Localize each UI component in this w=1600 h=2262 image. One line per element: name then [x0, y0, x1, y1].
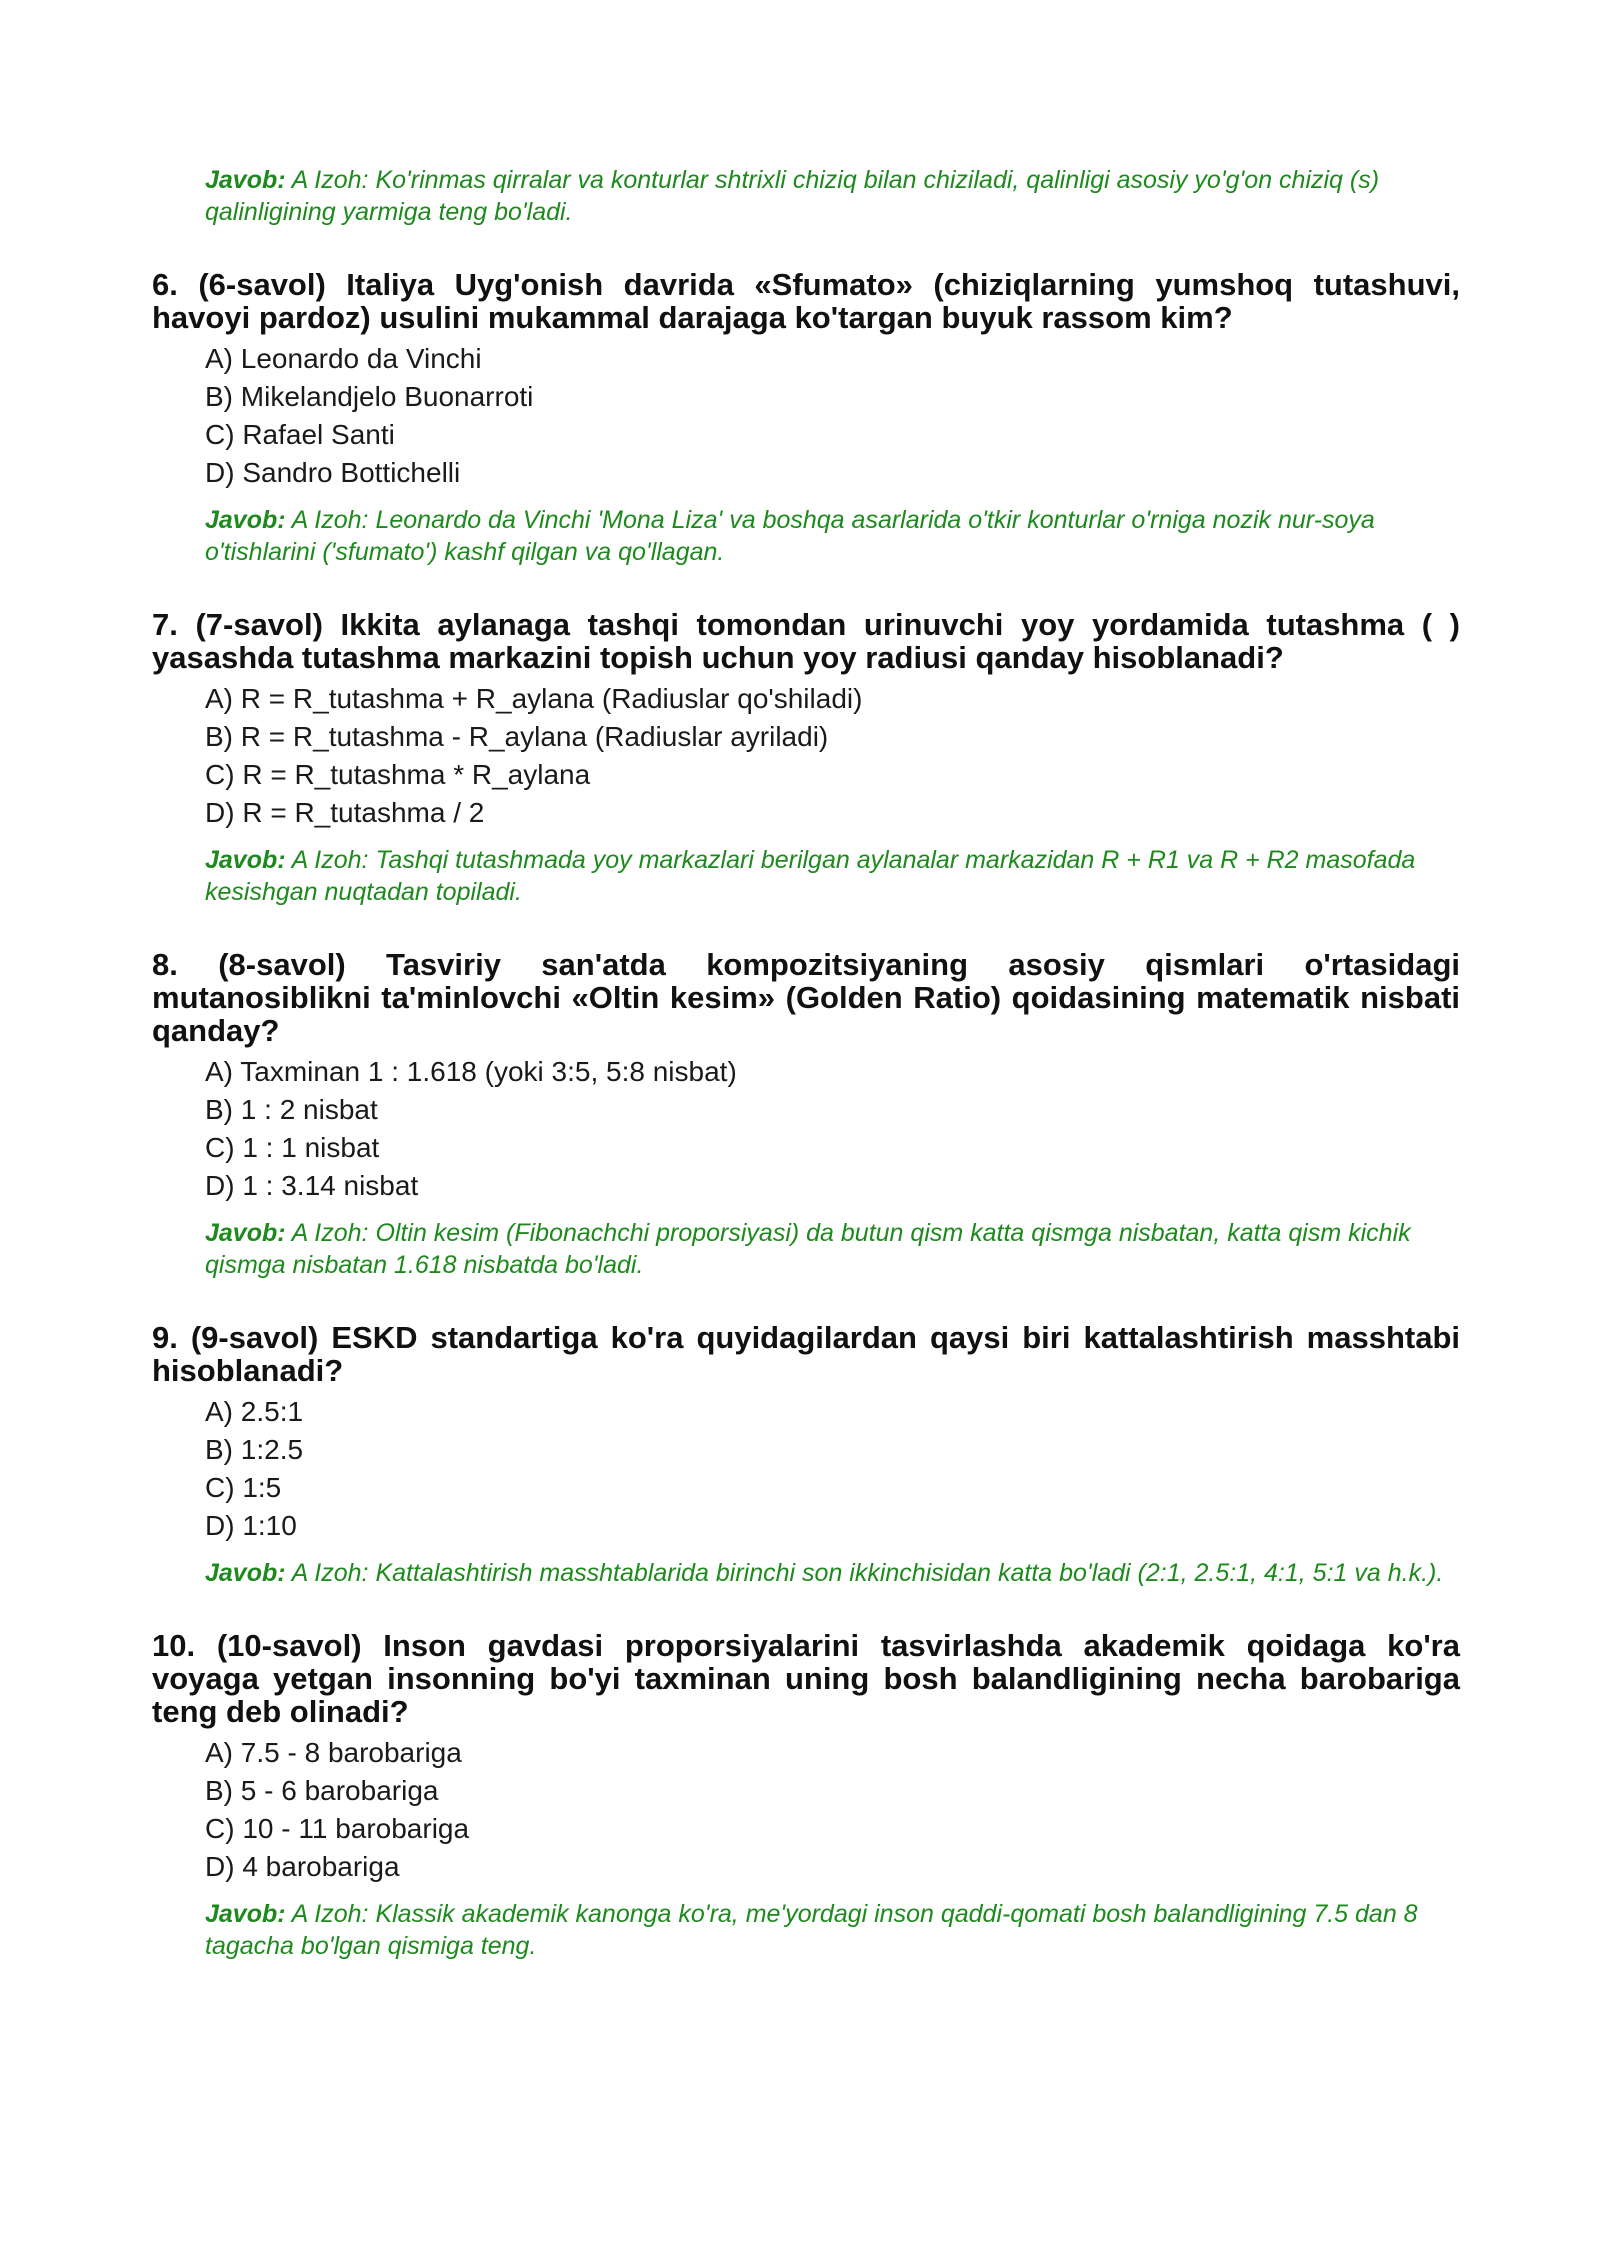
- answer-text: A Izoh: Klassik akademik kanonga ko'ra, me'yordagi inson qaddi-qomati bosh balandligining 7.5 dan 8 tagacha bo'lgan qismiga teng.: [205, 1900, 1418, 1960]
- option-b: B) R = R_tutashma - R_aylana (Radiuslar ayriladi): [205, 721, 829, 752]
- option-c: C) 1:5: [205, 1472, 282, 1503]
- answer-text: A Izoh: Kattalashtirish masshtablarida birinchi son ikkinchisidan katta bo'ladi (2:1, 2.5:1, 4:1, 5:1 va h.k.).: [285, 1559, 1444, 1587]
- question-9: [152, 1321, 1460, 1589]
- question-text: 6. (6-savol) Italiya Uyg'onish davrida «Sfumato» (chiziqlarning yumshoq tutashuvi, havoyi pardoz) usulini mukammal darajaga ko'targan buyuk rassom kim?: [152, 267, 1460, 335]
- option-a: A) Leonardo da Vinchi: [205, 343, 482, 374]
- answer-label: Javob:: [205, 166, 286, 194]
- option-a: A) 2.5:1: [205, 1396, 304, 1427]
- question-text: 9. (9-savol) ESKD standartiga ko'ra quyidagilardan qaysi biri kattalashtirish masshtabi hisoblanadi?: [152, 1320, 1460, 1388]
- option-d: D) R = R_tutashma / 2: [205, 797, 485, 828]
- answer-note: [205, 844, 1460, 908]
- option-c: C) Rafael Santi: [205, 419, 395, 450]
- question-text: 8. (8-savol) Tasviriy san'atda kompozitsiyaning asosiy qismlari o'rtasidagi mutanosiblikni ta'minlovchi «Oltin kesim» (Golden Ratio) qoidasining matematik nisbati qanday?: [152, 947, 1460, 1048]
- answer-text: A Izoh: Tashqi tutashmada yoy markazlari berilgan aylanalar markazidan R + R1 va R + R2 masofada kesishgan nuqtadan topiladi.: [205, 846, 1416, 906]
- options-list: [205, 1053, 1460, 1205]
- option-b: B) Mikelandjelo Buonarroti: [205, 381, 534, 412]
- question-text: 10. (10-savol) Inson gavdasi proporsiyalarini tasvirlashda akademik qoidaga ko'ra voyaga yetgan insonning bo'yi taxminan uning bosh balandligining necha barobariga teng deb olinadi?: [152, 1628, 1460, 1729]
- question-10: [152, 1629, 1460, 1962]
- option-d: D) Sandro Bottichelli: [205, 457, 461, 488]
- options-list: [205, 680, 1460, 832]
- answer-text: A Izoh: Ko'rinmas qirralar va konturlar shtrixli chiziq bilan chiziladi, qalinligi asosiy yo'g'on chiziq (s) qalinligining yarmiga teng bo'ladi.: [205, 166, 1380, 226]
- options-list: [205, 340, 1460, 492]
- answer-note: [205, 164, 1460, 228]
- option-a: A) Taxminan 1 : 1.618 (yoki 3:5, 5:8 nisbat): [205, 1056, 737, 1087]
- question-6: [152, 268, 1460, 568]
- options-list: [205, 1734, 1460, 1886]
- option-d: D) 1:10: [205, 1510, 297, 1541]
- question-8: [152, 948, 1460, 1281]
- options-list: [205, 1393, 1460, 1545]
- answer-note: [205, 1217, 1460, 1281]
- option-b: B) 1 : 2 nisbat: [205, 1094, 378, 1125]
- answer-text: A Izoh: Leonardo da Vinchi 'Mona Liza' va boshqa asarlarida o'tkir konturlar o'rniga nozik nur-soya o'tishlarini ('sfumato') kashf qilgan va qo'llagan.: [205, 506, 1375, 566]
- answer-label: Javob:: [205, 1219, 286, 1247]
- answer-label: Javob:: [205, 1559, 286, 1587]
- option-c: C) 1 : 1 nisbat: [205, 1132, 380, 1163]
- option-b: B) 5 - 6 barobariga: [205, 1775, 439, 1806]
- answer-note: [205, 1898, 1460, 1962]
- option-d: D) 4 barobariga: [205, 1851, 400, 1882]
- answer-label: Javob:: [205, 1900, 286, 1928]
- question-text: 7. (7-savol) Ikkita aylanaga tashqi tomondan urinuvchi yoy yordamida tutashma ( ) yasashda tutashma markazini topish uchun yoy radiusi qanday hisoblanadi?: [152, 607, 1460, 675]
- answer-label: Javob:: [205, 846, 286, 874]
- option-a: A) 7.5 - 8 barobariga: [205, 1737, 462, 1768]
- option-c: C) 10 - 11 barobariga: [205, 1813, 470, 1844]
- option-b: B) 1:2.5: [205, 1434, 304, 1465]
- answer-note: [205, 504, 1460, 568]
- option-a: A) R = R_tutashma + R_aylana (Radiuslar qo'shiladi): [205, 683, 863, 714]
- answer-label: Javob:: [205, 506, 286, 534]
- question-7: [152, 608, 1460, 908]
- answer-note: [205, 1557, 1460, 1589]
- option-c: C) R = R_tutashma * R_aylana: [205, 759, 591, 790]
- answer-text: A Izoh: Oltin kesim (Fibonachchi proporsiyasi) da butun qism katta qismga nisbatan, katta qism kichik qismga nisbatan 1.618 nisbatda bo'ladi.: [205, 1219, 1411, 1279]
- option-d: D) 1 : 3.14 nisbat: [205, 1170, 419, 1201]
